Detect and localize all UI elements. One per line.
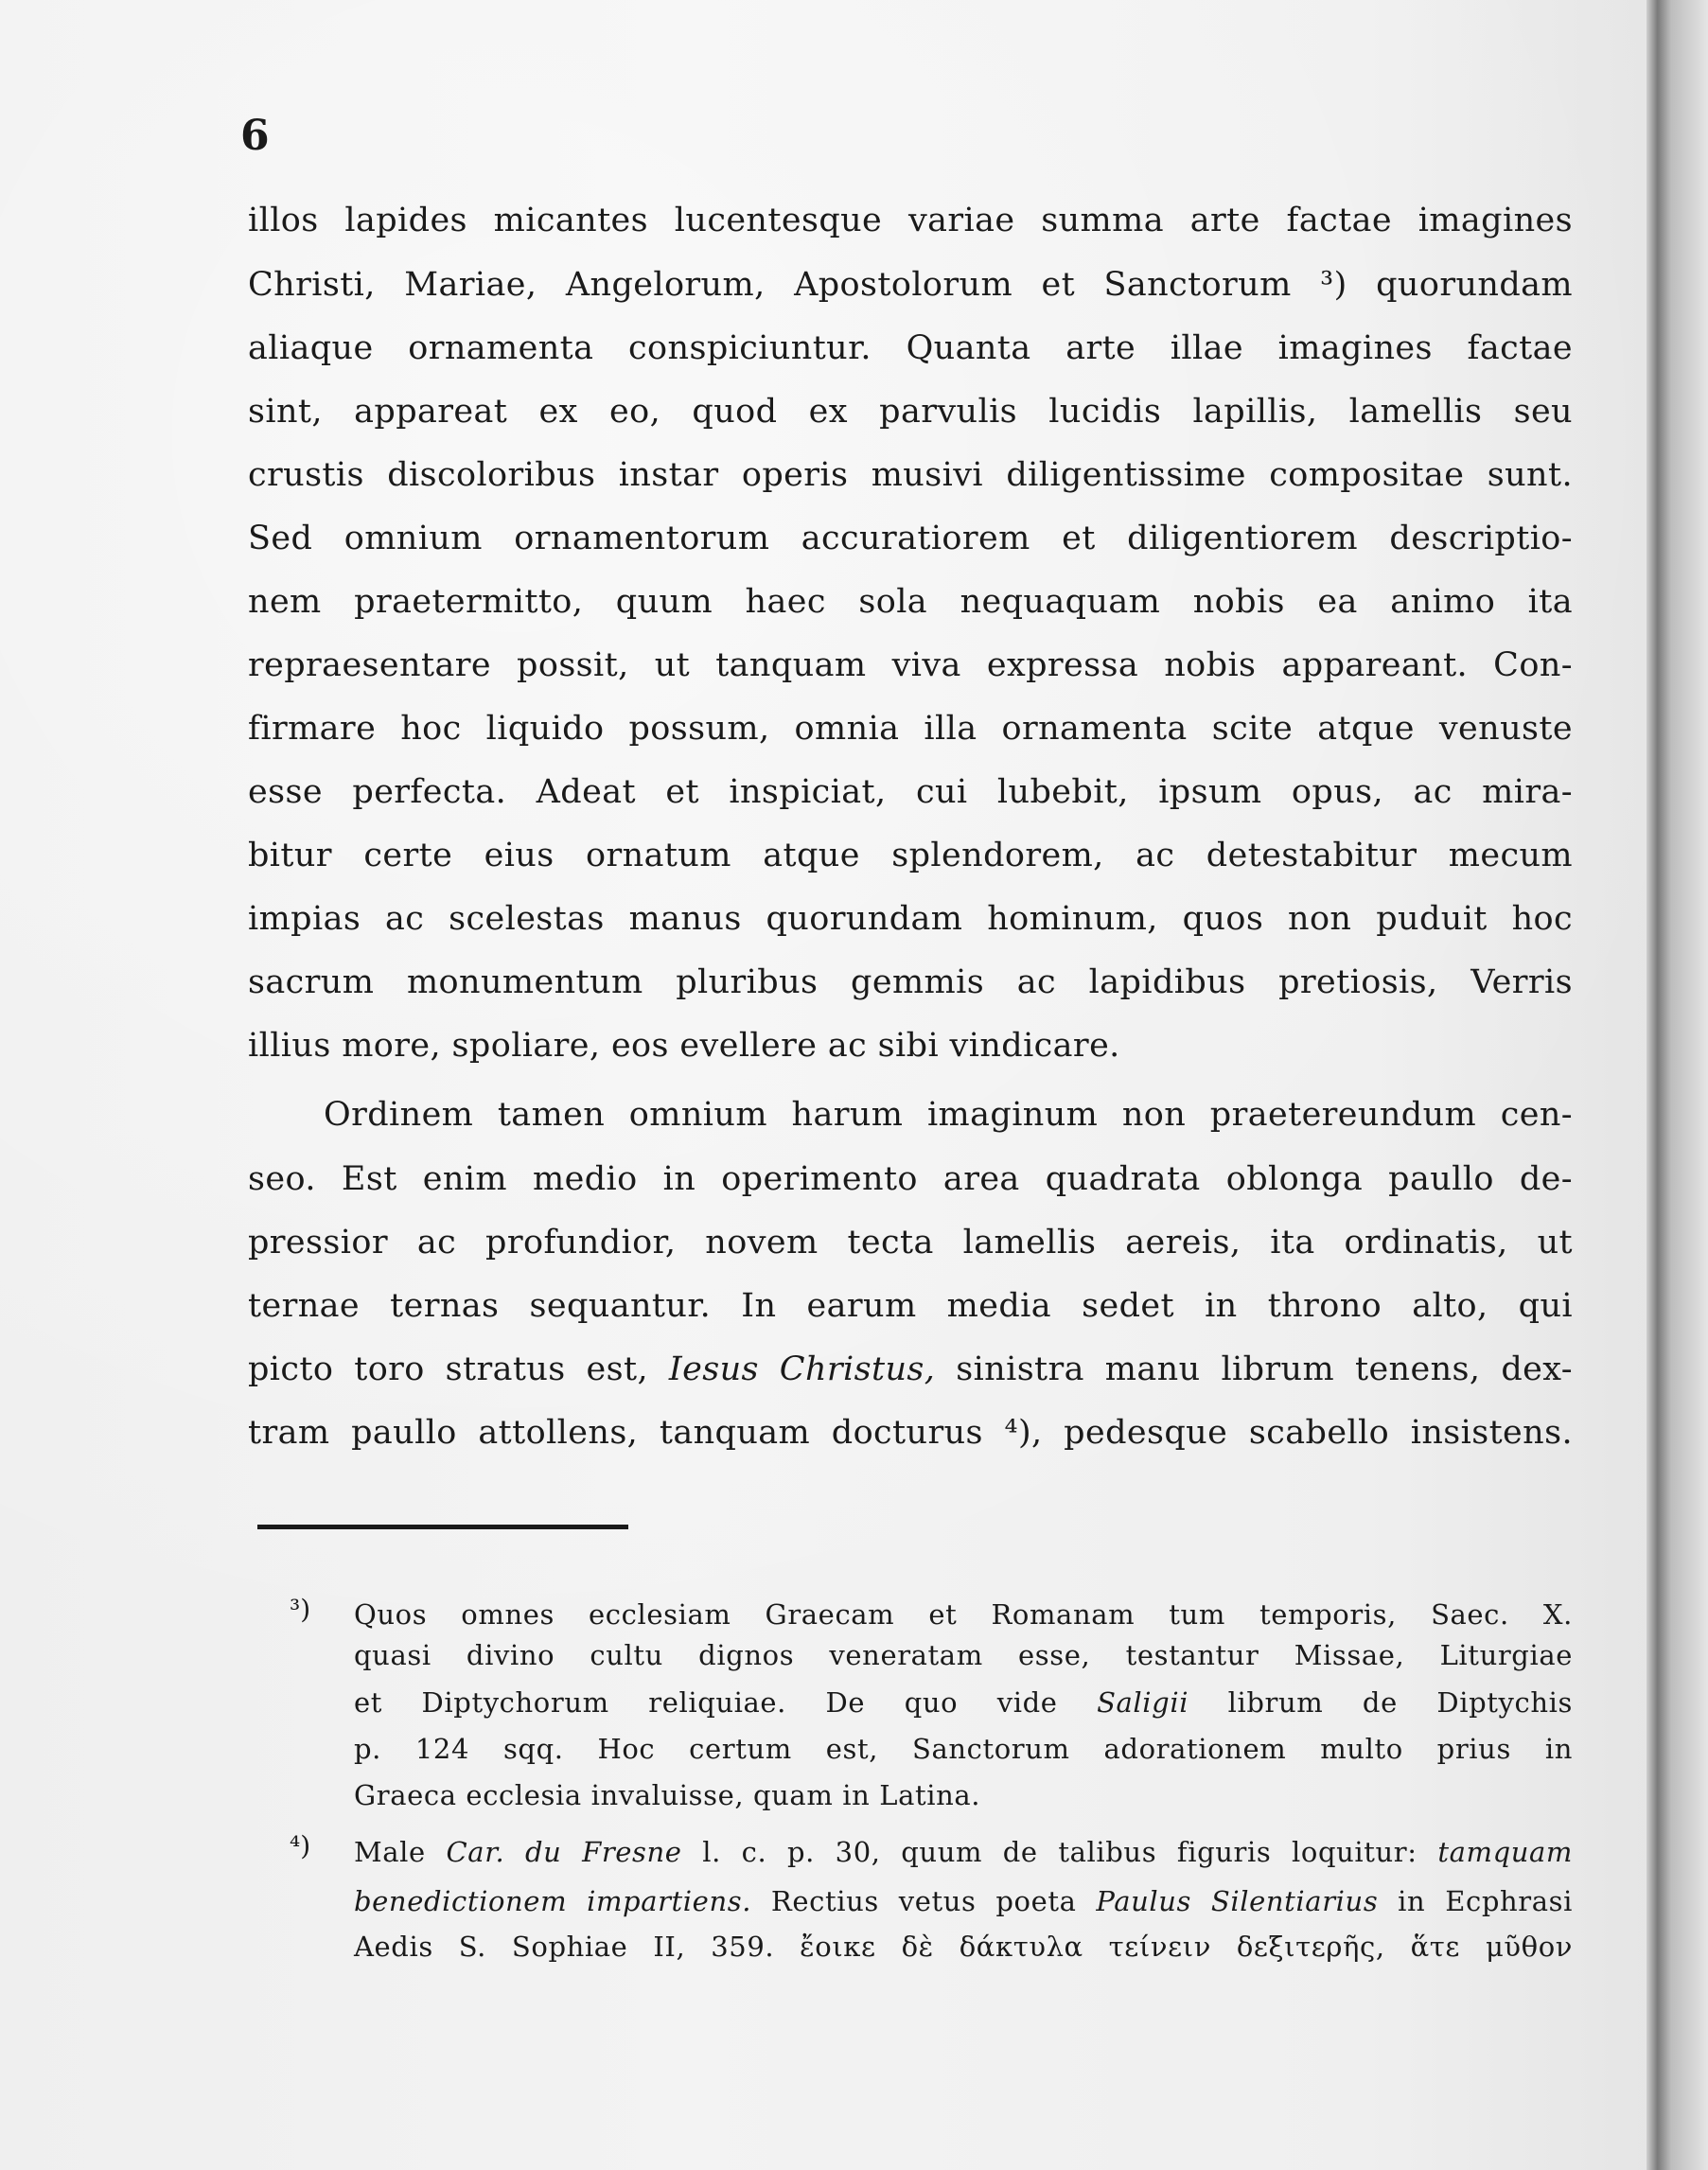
body-line: Christi, Mariae, Angelorum, Apostolorum et Sanctorum ³) quorundam: [248, 266, 1573, 304]
footnote-line: [354, 1681, 1573, 1725]
text-run: et Diptychorum reliquiae. De quo vide: [354, 1686, 1098, 1719]
footnote-line: [354, 1879, 1573, 1924]
italic-run: Iesus Christus,: [668, 1350, 936, 1388]
italic-run: benedictionem impartiens.: [354, 1885, 752, 1917]
body-line: seo. Est enim medio in operimento area quadrata oblonga paullo de-: [248, 1160, 1573, 1198]
italic-run: tamquam: [1437, 1836, 1574, 1868]
footnote-line: Quos omnes ecclesiam Graecam et Romanam tum temporis, Saec. X.: [354, 1598, 1573, 1631]
footnote-marker: ³): [290, 1594, 311, 1625]
page-number: 6: [240, 112, 270, 160]
book-gutter-shadow: [1646, 0, 1708, 2170]
body-line: tram paullo attollens, tanquam docturus ⁴), pedesque scabello insistens.: [248, 1414, 1573, 1452]
body-line: pressior ac profundior, novem tecta lamellis aereis, ita ordinatis, ut: [248, 1224, 1573, 1261]
italic-run: Car. du Fresne: [446, 1836, 682, 1868]
body-line: sacrum monumentum pluribus gemmis ac lapidibus pretiosis, Verris: [248, 963, 1573, 1001]
footnote-line: Aedis S. Sophiae II, 359. ἔοικε δὲ δάκτυλα τείνειν δεξιτερῆς, ἅτε μῦθον: [354, 1931, 1573, 1963]
text-run: in Ecphrasi: [1378, 1885, 1573, 1917]
body-line: [248, 1344, 1573, 1395]
body-line: firmare hoc liquido possum, omnia illa ornamenta scite atque venuste: [248, 710, 1573, 748]
body-line: Sed omnium ornamentorum accuratiorem et diligentiorem descriptio-: [248, 520, 1573, 557]
body-line: illius more, spoliare, eos evellere ac sibi vindicare.: [248, 1027, 1120, 1065]
text-run: Rectius vetus poeta: [751, 1885, 1097, 1917]
italic-run: Saligii: [1097, 1686, 1189, 1719]
body-line: ternae ternas sequantur. In earum media sedet in throno alto, qui: [248, 1287, 1573, 1325]
text-run: Male: [354, 1836, 447, 1868]
text-run: librum de Diptychis: [1189, 1686, 1573, 1719]
body-line: repraesentare possit, ut tanquam viva expressa nobis appareant. Con-: [248, 646, 1573, 684]
body-line: nem praetermitto, quum haec sola nequaquam nobis ea animo ita: [248, 583, 1573, 621]
footnote-line: quasi divino cultu dignos veneratam esse, testantur Missae, Liturgiae: [354, 1639, 1573, 1671]
footnote-line: [354, 1830, 1573, 1875]
footnote-line: p. 124 sqq. Hoc certum est, Sanctorum adorationem multo prius in: [354, 1733, 1573, 1765]
text-run: l. c. p. 30, quum de talibus figuris loquitur:: [681, 1836, 1438, 1868]
body-line: aliaque ornamenta conspiciuntur. Quanta arte illae imagines factae: [248, 329, 1573, 367]
body-line: crustis discoloribus instar operis musivi diligentissime compositae sunt.: [248, 456, 1573, 494]
text-run: sinistra manu librum tenens, dex-: [935, 1350, 1574, 1388]
body-line: illos lapides micantes lucentesque variae summa arte factae imagines: [248, 202, 1573, 239]
italic-run: Paulus Silentiarius: [1096, 1885, 1379, 1917]
body-line: Ordinem tamen omnium harum imaginum non praetereundum cen-: [324, 1096, 1573, 1134]
footnote-separator-rule: [257, 1525, 628, 1529]
body-line: impias ac scelestas manus quorundam hominum, quos non puduit hoc: [248, 900, 1573, 938]
footnote-line: Graeca ecclesia invaluisse, quam in Latina.: [354, 1779, 981, 1811]
body-line: sint, appareat ex eo, quod ex parvulis lucidis lapillis, lamellis seu: [248, 393, 1573, 431]
text-run: picto toro stratus est,: [248, 1350, 669, 1388]
body-line: bitur certe eius ornatum atque splendorem, ac detestabitur mecum: [248, 837, 1573, 874]
body-line: esse perfecta. Adeat et inspiciat, cui lubebit, ipsum opus, ac mira-: [248, 773, 1573, 811]
footnote-marker: ⁴): [290, 1830, 311, 1861]
